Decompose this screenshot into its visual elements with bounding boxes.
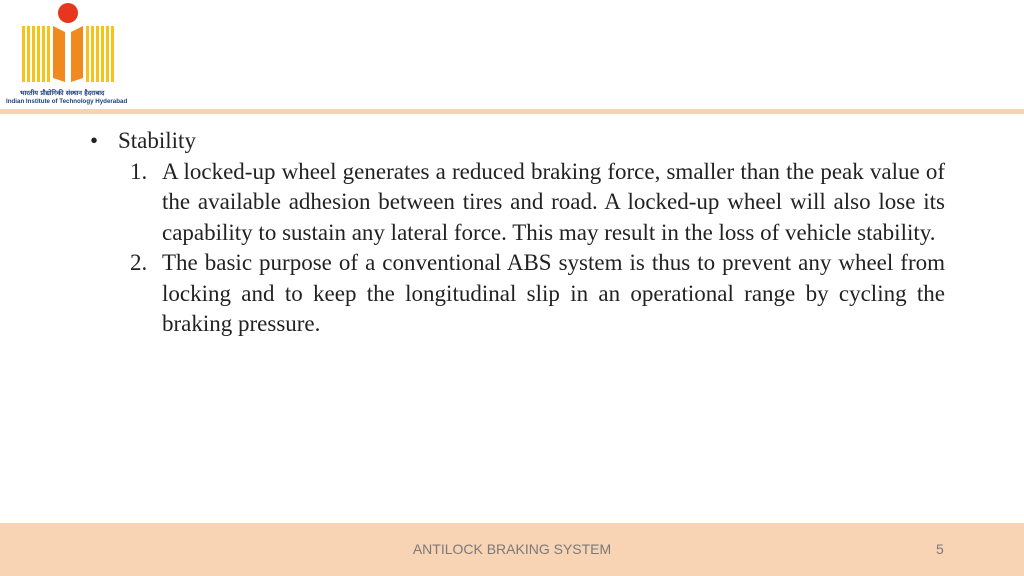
list-item-number: 1. xyxy=(130,158,148,184)
bullet-item xyxy=(90,126,950,157)
logo-hindi-text: भारतीय प्रौद्योगिकी संस्थान हैदराबाद xyxy=(20,89,105,97)
bullet-dot-icon: • xyxy=(90,128,99,153)
footer-title: ANTILOCK BRAKING SYSTEM xyxy=(412,541,612,557)
list-item-number: 2. xyxy=(130,250,148,275)
bullet-heading: Stability xyxy=(118,128,196,153)
footer-band xyxy=(0,523,1024,576)
numbered-list xyxy=(90,157,950,340)
logo-english-text: Indian Institute of Technology Hyderabad xyxy=(6,98,128,105)
iith-logo-emblem xyxy=(20,2,116,86)
list-item-text: A locked-up wheel generates a reduced braking force, smaller than the peak value of the available adhesion between tires and road. A locked-up wheel will also lose its capability to sustain any lateral force. This may result in the loss of vehicle stability. xyxy=(162,158,945,245)
list-item xyxy=(90,157,950,249)
iith-logo xyxy=(6,2,132,108)
header-divider xyxy=(0,109,1024,114)
page-number: 5 xyxy=(936,541,944,557)
slide-content xyxy=(90,126,950,340)
list-item xyxy=(90,248,950,340)
list-item-text: The basic purpose of a conventional ABS system is thus to prevent any wheel from locking and to keep the longitudinal slip in an operational range by cycling the braking pressure. xyxy=(162,250,945,336)
